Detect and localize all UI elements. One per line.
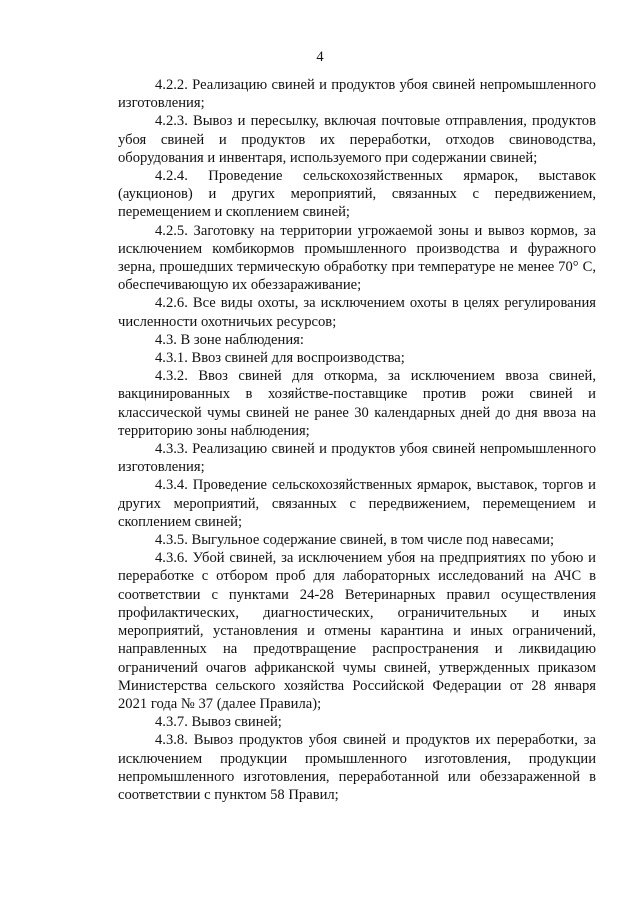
paragraph-4-2-6: 4.2.6. Все виды охоты, за исключением охоты в целях регулирования численности охотничьих ресурсов; xyxy=(118,295,596,330)
paragraph-4-3-2: 4.3.2. Ввоз свиней для откорма, за исключением ввоза свиней, вакцинированных в хозяйстве-поставщике против рожи свиней и классической чумы свиней не ранее 30 календарных дней до дня ввоза на территорию зоны наблюдения; xyxy=(118,368,596,439)
paragraph-4-3-5: 4.3.5. Выгульное содержание свиней, в том числе под навесами; xyxy=(155,532,555,549)
paragraph-4-2-5: 4.2.5. Заготовку на территории угрожаемой зоны и вывоз кормов, за исключением комбикормов промышленного производства и фуражного зерна, прошедших термическую обработку при температуре не менее 70° C, обеспечивающую их обеззараживание; xyxy=(118,222,596,294)
paragraph-4-3-4: 4.3.4. Проведение сельскохозяйственных ярмарок, выставок, торгов и других мероприятий, связанных с передвижением, перемещением и скоплением свиней; xyxy=(118,477,596,530)
page-number: 4 xyxy=(316,49,324,65)
paragraph-4-3-1: 4.3.1. Ввоз свиней для воспроизводства; xyxy=(155,350,405,367)
section-heading-4-3: 4.3. В зоне наблюдения: xyxy=(155,331,304,348)
paragraph-4-2-4: 4.2.4. Проведение сельскохозяйственных ярмарок, выставок (аукционов) и других мероприятий, связанных с передвижением, перемещением и скоплением свиней; xyxy=(118,168,596,221)
paragraph-4-3-3: 4.3.3. Реализацию свиней и продуктов убоя свиней непромышленного изготовления; xyxy=(118,441,596,476)
paragraph-4-2-3: 4.2.3. Вывоз и пересылку, включая почтовые отправления, продуктов убоя свиней и продуктов их переработки, отходов свиноводства, оборудования и инвентаря, используемого при содержании свиней; xyxy=(118,113,596,166)
paragraph-4-3-8: 4.3.8. Вывоз продуктов убоя свиней и продуктов их переработки, за исключением продукции промышленного изготовления, продукции непромышленного изготовления, переработанной или обеззараженной в соответствии с пунктом 58 Правил; xyxy=(118,732,596,803)
paragraph-4-3-6: 4.3.6. Убой свиней, за исключением убоя на предприятиях по убою и переработке с отбором проб для лабораторных исследований на АЧС в соответствии с пунктами 24-28 Ветеринарных правил осуществления профилактических, диагностических, ограничительных и иных мероприятий, установления и отмены карантина и иных ограничений, направленных на предотвращение распространения и ликвидацию ограничений очагов африканской чумы свиней, утвержденных приказом Министерства сельского хозяйства Российской Федерации от 28 января 2021 года № 37 (далее Правила); xyxy=(118,550,596,712)
paragraph-4-3-7: 4.3.7. Вывоз свиней; xyxy=(155,714,282,731)
paragraph-4-2-2: 4.2.2. Реализацию свиней и продуктов убоя свиней непромышленного изготовления; xyxy=(118,77,596,112)
document-body xyxy=(118,76,596,804)
